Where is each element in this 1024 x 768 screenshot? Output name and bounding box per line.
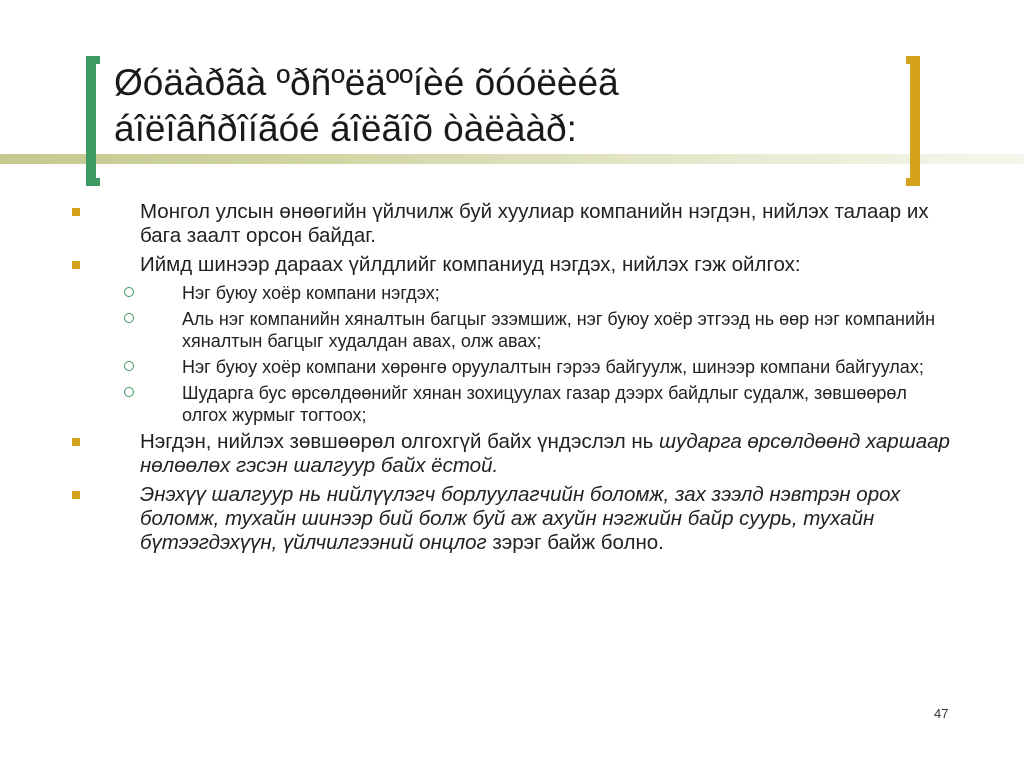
square-bullet-icon <box>72 261 80 269</box>
bullet-text: Монгол улсын өнөөгийн үйлчилж буй хуулиар компанийн нэгдэн, нийлэх талаар их бага заалт орсон байдаг. <box>140 200 929 247</box>
slide-title-line-1: Øóäàðãà ºðñºëäººíèé õóóëèéã <box>114 62 619 103</box>
circle-bullet-icon <box>124 313 134 323</box>
sub-bullet-text: Аль нэг компанийн хяналтын багцыг эзэмшиж, нэг буюу хоёр этгээд нь өөр нэг компанийн хяналтын багцыг худалдан авах, олж авах; <box>182 309 936 351</box>
sub-bullet-item-1 <box>72 282 952 304</box>
square-bullet-icon <box>72 208 80 216</box>
square-bullet-icon <box>72 438 80 446</box>
sub-bullet-item-2 <box>72 308 952 352</box>
bullet-text-italic: шударга өрсөлдөөнд харшаар нөлөөлөх гэсэн шалгуур байх ёстой. <box>140 430 950 477</box>
bullet-item-1 <box>72 200 952 248</box>
circle-bullet-icon <box>124 387 134 397</box>
slide-title <box>114 60 904 152</box>
sub-bullet-text: Нэг буюу хоёр компани нэгдэх; <box>182 283 440 303</box>
bullet-text-normal: зэрэг байж болно. <box>486 531 664 554</box>
sub-bullet-text: Шударга бус өрсөлдөөнийг хянан зохицуулах газар дээрх байдлыг судалж, зөвшөөрөл олгох журмыг тогтоох; <box>182 383 907 425</box>
sub-bullet-text: Нэг буюу хоёр компани хөрөнгө оруулалтын гэрээ байгуулж, шинээр компани байгуулах; <box>182 357 924 377</box>
title-underline-band <box>0 154 1024 164</box>
page-number: 47 <box>934 706 949 721</box>
bullet-text: Иймд шинээр дараах үйлдлийг компаниуд нэгдэх, нийлэх гэж ойлгох: <box>140 253 801 276</box>
sub-bullet-item-3 <box>72 356 952 378</box>
circle-bullet-icon <box>124 361 134 371</box>
bullet-item-3 <box>72 430 952 478</box>
slide-content <box>72 200 952 560</box>
bullet-text-normal: Нэгдэн, нийлэх зөвшөөрөл олгохгүй байх үндэслэл нь <box>140 430 660 453</box>
right-bracket-decoration <box>906 56 920 186</box>
bullet-item-4 <box>72 483 952 555</box>
circle-bullet-icon <box>124 287 134 297</box>
bullet-item-2 <box>72 253 952 277</box>
sub-bullet-item-4 <box>72 382 952 426</box>
left-bracket-decoration <box>86 56 100 186</box>
bullet-text-italic: Энэхүү шалгуур нь нийлүүлэгч борлуулагчийн боломж, зах зээлд нэвтрэн орох боломж, тухайн шинээр бий болж буй аж ахуйн нэгжийн байр суурь, тухайн бүтээгдэхүүн, үйлчилгээний онцлог <box>140 483 901 554</box>
square-bullet-icon <box>72 491 80 499</box>
slide-title-line-2: áîëîâñðîíãóé áîëãîõ òàëààð: <box>114 108 577 149</box>
